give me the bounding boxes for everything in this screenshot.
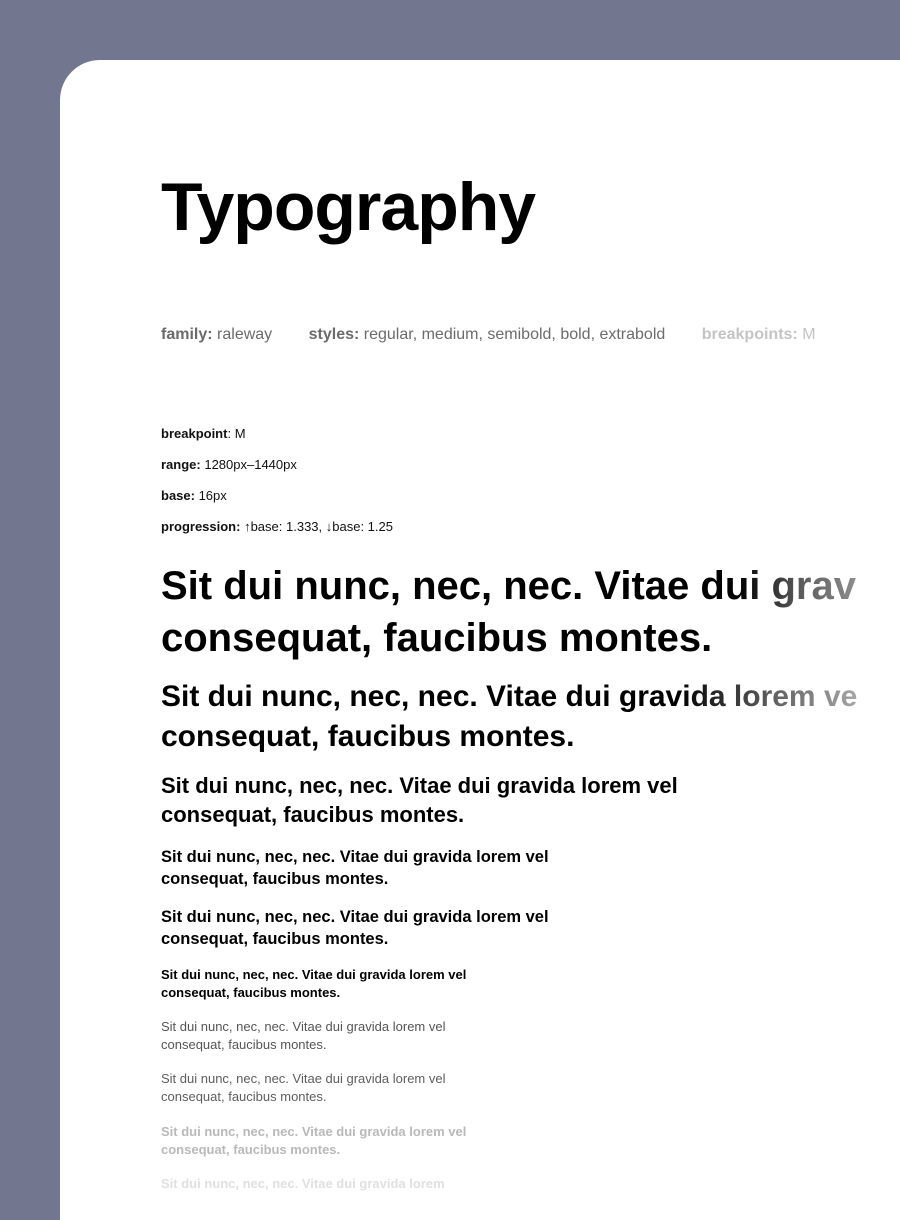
- sample-body-bold: Sit dui nunc, nec, nec. Vitae dui gravida lorem: [161, 1176, 445, 1191]
- sample-body-medium: Sit dui nunc, nec, nec. Vitae dui gravida lorem vel consequat, faucibus montes.: [161, 1071, 446, 1104]
- spec-progression: [161, 518, 393, 549]
- sample-h1-line1: Sit dui nunc, nec, nec. Vitae dui grav: [161, 564, 856, 608]
- page-title: Typography: [161, 169, 536, 245]
- spec-range-label: range:: [161, 457, 201, 472]
- sample-h2: [161, 677, 900, 757]
- sample-h3: Sit dui nunc, nec, nec. Vitae dui gravida lorem vel consequat, faucibus montes.: [161, 773, 678, 827]
- typography-card: [60, 60, 900, 1220]
- spec-list: [161, 425, 393, 549]
- sample-h2-line1: Sit dui nunc, nec, nec. Vitae dui gravida lorem ve: [161, 680, 858, 713]
- spec-base: [161, 487, 393, 518]
- sample-h4: Sit dui nunc, nec, nec. Vitae dui gravida lorem vel consequat, faucibus montes.: [161, 848, 549, 888]
- spec-breakpoint: [161, 425, 393, 456]
- spec-breakpoint-value: : M: [227, 426, 246, 441]
- sample-body-regular: Sit dui nunc, nec, nec. Vitae dui gravida lorem vel consequat, faucibus montes.: [161, 1019, 446, 1052]
- sample-h1-line2: consequat, faucibus montes.: [161, 616, 713, 660]
- meta-family: [161, 326, 272, 343]
- meta-breakpoints-value: M: [802, 326, 816, 343]
- spec-progression-value: ↑base: 1.333, ↓base: 1.25: [240, 519, 393, 534]
- spec-breakpoint-label: breakpoint: [161, 426, 228, 441]
- meta-styles-value: regular, medium, semibold, bold, extrabold: [363, 326, 666, 343]
- meta-breakpoints: [702, 326, 816, 343]
- sample-body-semibold: Sit dui nunc, nec, nec. Vitae dui gravida lorem vel consequat, faucibus montes.: [161, 1124, 467, 1157]
- meta-breakpoints-label: breakpoints:: [701, 326, 798, 343]
- meta-family-label: family:: [161, 326, 213, 343]
- sample-h1: [161, 560, 900, 664]
- spec-range: [161, 456, 393, 487]
- sample-h5: Sit dui nunc, nec, nec. Vitae dui gravida lorem vel consequat, faucibus montes.: [161, 908, 549, 948]
- spec-range-value: 1280px–1440px: [200, 457, 297, 472]
- meta-styles-label: styles:: [308, 326, 360, 343]
- font-meta-row: [161, 326, 848, 344]
- spec-base-label: base:: [161, 488, 195, 503]
- spec-progression-label: progression:: [161, 519, 241, 534]
- meta-family-value: raleway: [217, 326, 273, 343]
- sample-h6: Sit dui nunc, nec, nec. Vitae dui gravida lorem vel consequat, faucibus montes.: [161, 967, 467, 1000]
- spec-base-value: 16px: [194, 488, 227, 503]
- meta-styles: [309, 326, 666, 343]
- sample-h2-line2: consequat, faucibus montes.: [161, 720, 575, 753]
